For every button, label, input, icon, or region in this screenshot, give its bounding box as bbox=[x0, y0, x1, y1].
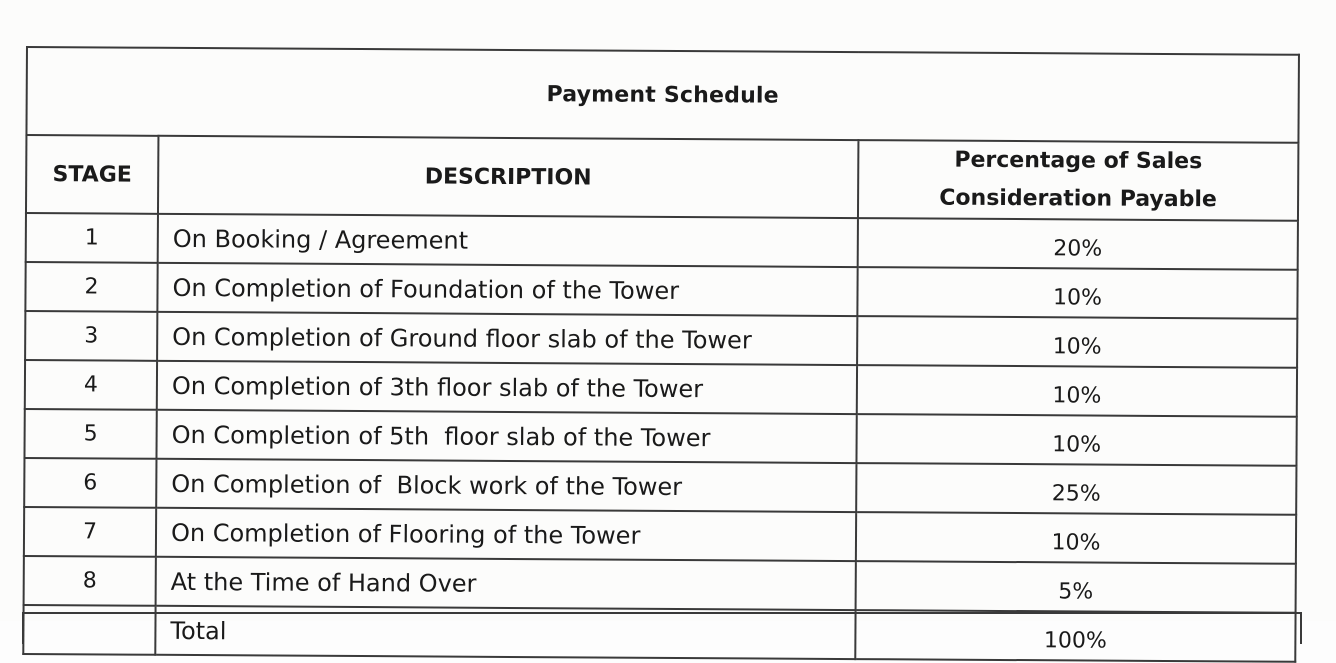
description-cell: On Completion of 3th floor slab of the Tower bbox=[157, 361, 857, 414]
stage-cell: 7 bbox=[24, 507, 156, 557]
stage-cell: 5 bbox=[24, 409, 156, 459]
percentage-cell: 10% bbox=[857, 267, 1297, 319]
percentage-cell: 10% bbox=[857, 316, 1297, 368]
header-description: DESCRIPTION bbox=[158, 136, 858, 218]
description-cell: On Completion of Block work of the Tower bbox=[156, 459, 856, 512]
percentage-cell: 5% bbox=[856, 561, 1296, 613]
description-cell: On Booking / Agreement bbox=[158, 214, 858, 267]
description-cell: At the Time of Hand Over bbox=[156, 557, 856, 610]
header-percentage-line1: Percentage of Sales bbox=[954, 147, 1203, 175]
header-percentage-line2: Consideration Payable bbox=[939, 185, 1217, 213]
description-cell: On Completion of Ground floor slab of the Tower bbox=[157, 312, 857, 365]
table-row bbox=[25, 360, 1297, 417]
stage-cell: 4 bbox=[25, 360, 157, 410]
stage-cell: 1 bbox=[26, 213, 158, 263]
percentage-cell: 25% bbox=[856, 463, 1296, 515]
next-table-edge bbox=[22, 612, 1302, 644]
table-row bbox=[24, 507, 1296, 564]
table-row bbox=[26, 213, 1298, 270]
table-row bbox=[24, 409, 1296, 466]
percentage-cell: 20% bbox=[858, 218, 1298, 270]
percentage-cell: 10% bbox=[856, 512, 1296, 564]
table-row bbox=[25, 262, 1297, 319]
description-cell: On Completion of 5th floor slab of the Tower bbox=[156, 410, 856, 463]
table-title: Payment Schedule bbox=[26, 47, 1299, 143]
payment-schedule-table bbox=[22, 46, 1300, 663]
total-label: Total bbox=[155, 606, 855, 659]
stage-cell: 2 bbox=[25, 262, 157, 312]
percentage-cell: 10% bbox=[856, 414, 1296, 466]
stage-cell: 6 bbox=[24, 458, 156, 508]
table-header-row bbox=[26, 135, 1298, 221]
table-row bbox=[24, 556, 1296, 613]
table-row bbox=[25, 311, 1297, 368]
description-cell: On Completion of Flooring of the Tower bbox=[156, 508, 856, 561]
description-cell: On Completion of Foundation of the Tower bbox=[157, 263, 857, 316]
total-percentage: 100% bbox=[855, 610, 1295, 662]
header-stage: STAGE bbox=[26, 135, 158, 214]
stage-cell: 8 bbox=[24, 556, 156, 606]
header-percentage bbox=[858, 140, 1298, 221]
percentage-cell: 10% bbox=[857, 365, 1297, 417]
table-row bbox=[24, 458, 1296, 515]
stage-cell: 3 bbox=[25, 311, 157, 361]
table-caption-row bbox=[26, 47, 1299, 143]
